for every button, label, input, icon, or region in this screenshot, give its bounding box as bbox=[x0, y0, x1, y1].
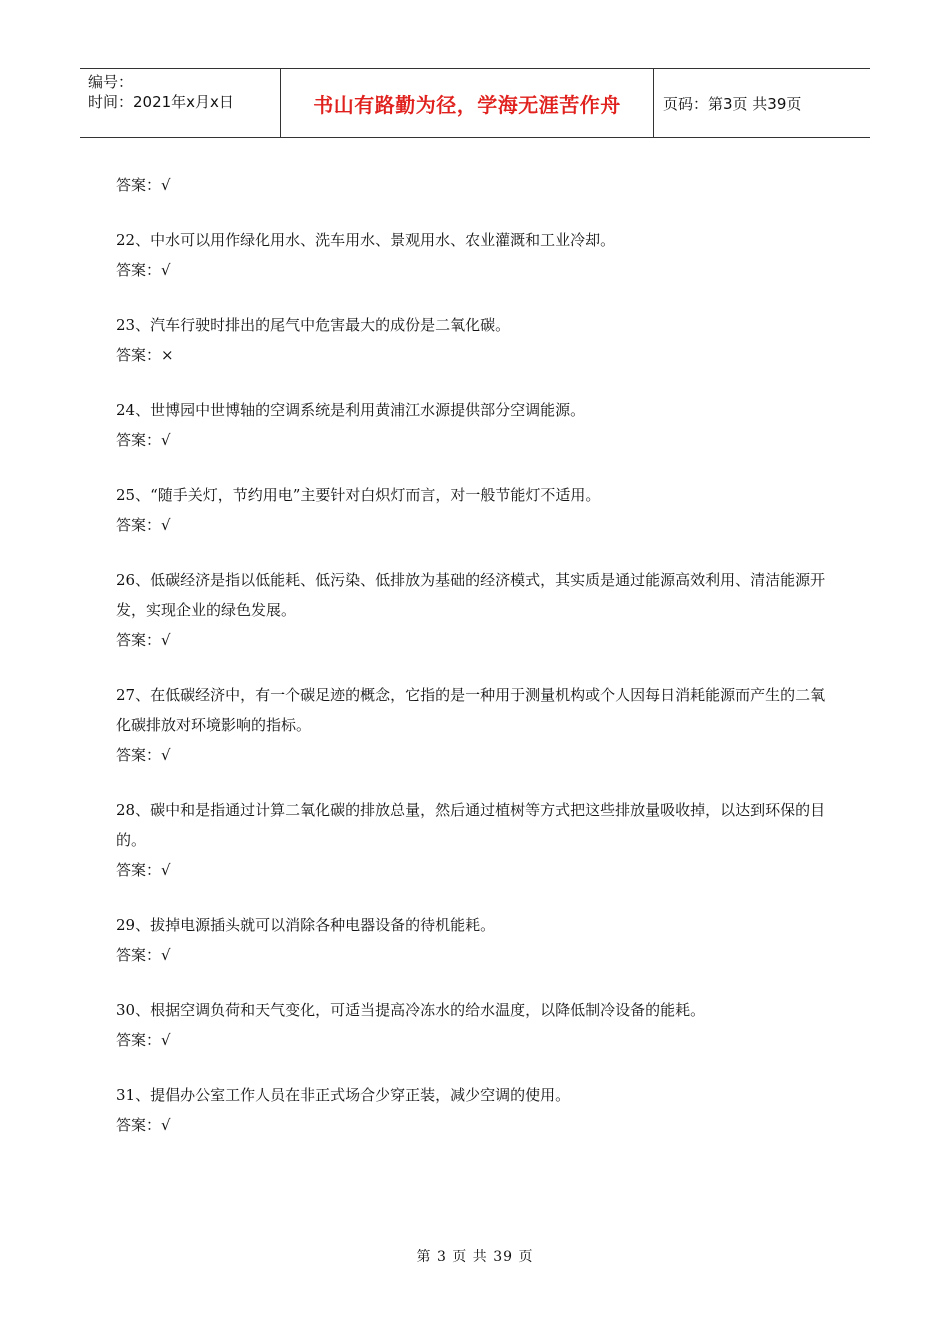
question-item bbox=[116, 680, 838, 770]
question-text: 27、在低碳经济中，有一个碳足迹的概念，它指的是一种用于测量机构或个人因每日消耗能源而产生的二氧化碳排放对环境影响的指标。 bbox=[116, 686, 826, 734]
question-text: 29、拔掉电源插头就可以消除各种电器设备的待机能耗。 bbox=[116, 916, 496, 934]
question-text: 25、“随手关灯，节约用电”主要针对白炽灯而言，对一般节能灯不适用。 bbox=[116, 486, 601, 504]
question-item bbox=[116, 910, 838, 970]
question-text: 26、低碳经济是指以低能耗、低污染、低排放为基础的经济模式，其实质是通过能源高效利用、清洁能源开发，实现企业的绿色发展。 bbox=[116, 571, 826, 619]
answer-line: 答案：√ bbox=[116, 431, 171, 449]
question-item bbox=[116, 565, 838, 655]
answer-line: 答案：√ bbox=[116, 861, 171, 879]
header-page-info: 页码：第3页 共39页 bbox=[663, 94, 802, 113]
question-item bbox=[116, 995, 838, 1055]
header-motto: 书山有路勤为径，学海无涯苦作舟 bbox=[281, 69, 654, 137]
question-item bbox=[116, 1080, 838, 1140]
answer-line: 答案：× bbox=[116, 346, 174, 364]
page-header bbox=[80, 68, 870, 138]
answer-line: 答案：√ bbox=[116, 261, 171, 279]
document-time-label: 时间：2021年x月x日 bbox=[88, 93, 234, 111]
question-item bbox=[116, 795, 838, 885]
document-number-label: 编号： bbox=[88, 73, 134, 91]
answer-line: 答案：√ bbox=[116, 176, 171, 194]
answer-line: 答案：√ bbox=[116, 631, 171, 649]
question-text: 30、根据空调负荷和天气变化，可适当提高冷冻水的给水温度，以降低制冷设备的能耗。 bbox=[116, 1001, 706, 1019]
document-body bbox=[116, 170, 838, 1165]
question-text: 23、汽车行驶时排出的尾气中危害最大的成份是二氧化碳。 bbox=[116, 316, 511, 334]
question-item bbox=[116, 395, 838, 455]
question-text: 24、世博园中世博轴的空调系统是利用黄浦江水源提供部分空调能源。 bbox=[116, 401, 586, 419]
question-item bbox=[116, 225, 838, 285]
answer-line: 答案：√ bbox=[116, 516, 171, 534]
answer-line: 答案：√ bbox=[116, 1031, 171, 1049]
question-text: 22、中水可以用作绿化用水、洗车用水、景观用水、农业灌溉和工业冷却。 bbox=[116, 231, 616, 249]
answer-line: 答案：√ bbox=[116, 746, 171, 764]
answer-line: 答案：√ bbox=[116, 1116, 171, 1134]
header-meta bbox=[80, 69, 281, 137]
page-footer: 第 3 页 共 39 页 bbox=[416, 1249, 534, 1265]
question-text: 31、提倡办公室工作人员在非正式场合少穿正装，减少空调的使用。 bbox=[116, 1086, 571, 1104]
answer-line: 答案：√ bbox=[116, 946, 171, 964]
question-text: 28、碳中和是指通过计算二氧化碳的排放总量，然后通过植树等方式把这些排放量吸收掉，以达到环保的目的。 bbox=[116, 801, 826, 849]
question-item bbox=[116, 310, 838, 370]
question-item bbox=[116, 480, 838, 540]
